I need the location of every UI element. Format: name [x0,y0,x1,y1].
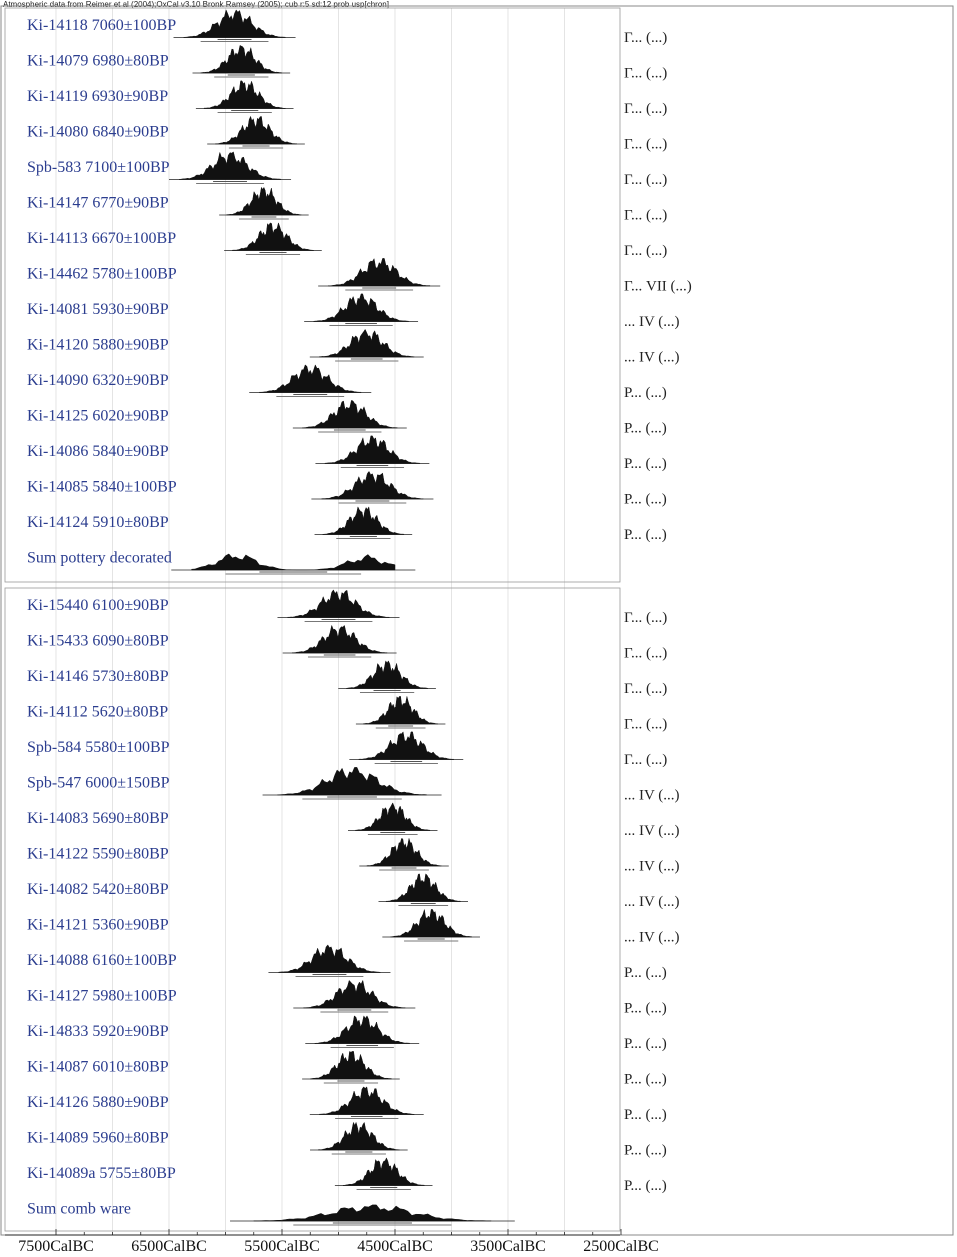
culture-label: Р... (...) [624,1178,667,1194]
sample-label: Ki-14121 5360±90BP [27,916,169,934]
culture-label: Р... (...) [624,385,667,401]
density-curve [355,803,430,831]
culture-label: Г... (...) [624,101,668,117]
chart-header: Atmospheric data from Reimer et al (2004);OxCal v3.10 Bronk Ramsey (2005); cub r:5 sd:12 prob usp[chron] [3,0,389,9]
sample-label: Ki-15440 6100±90BP [27,597,169,614]
culture-label: Г... (...) [624,716,668,733]
culture-label: Р... (...) [624,420,667,437]
density-curve [215,116,296,144]
x-tick-label: 4500CalBC [357,1238,433,1255]
culture-label: Р... (...) [624,1036,667,1052]
sample-label: Ki-14147 6770±90BP [27,194,169,212]
density-curve [254,1205,491,1221]
density-curve [315,1016,410,1044]
culture-labels [624,30,692,1194]
x-tick-label: 5500CalBC [244,1238,320,1255]
density-curve [278,767,427,795]
culture-label: Г... (...) [624,645,668,662]
culture-label: Г... (...) [624,752,668,768]
sample-label: Ki-14086 5840±90BP [27,443,169,460]
culture-label: Р... (...) [624,1000,667,1017]
culture-label: Р... (...) [624,1071,667,1088]
culture-label: ... IV (...) [624,349,680,366]
x-tick-label: 2500CalBC [583,1238,659,1255]
density-curve [343,1158,424,1186]
culture-label: Г... (...) [624,65,668,82]
culture-label: ... IV (...) [624,929,680,946]
culture-label: Г... (...) [624,207,668,224]
density-curve [184,10,286,38]
density-curve [318,1122,399,1150]
culture-label: Р... (...) [624,491,667,508]
culture-label: Р... (...) [624,965,667,981]
density-curve [310,1051,391,1079]
sample-label: Ki-14126 5880±90BP [27,1094,169,1111]
density-curve [359,732,454,760]
density-curve [325,436,420,464]
sample-label: Ki-14113 6670±100BP [27,230,177,247]
sample-label: Ki-14120 5880±90BP [27,336,169,354]
sample-label: Ki-14122 5590±80BP [27,845,169,863]
density-curve [302,400,397,428]
sample-label: Ki-14089a 5755±80BP [27,1165,176,1182]
sample-label: Sum pottery decorated [27,549,172,567]
culture-label: Г... (...) [624,681,668,697]
density-curve [304,980,406,1008]
density-curve [201,45,282,73]
sample-label: Ki-14124 5910±80BP [27,514,169,531]
sample-label: Sum comb ware [27,1200,131,1218]
density-curve [386,874,461,902]
culture-label: Р... (...) [624,456,667,472]
density-curve [328,258,430,286]
x-axis [5,1229,659,1257]
culture-label: Г... VII (...) [624,278,692,295]
density-curve [227,187,302,215]
culture-label: Г... (...) [624,610,668,626]
x-tick-label: 3500CalBC [470,1238,546,1255]
culture-label: Р... (...) [624,1107,667,1123]
culture-label: ... IV (...) [624,787,680,804]
culture-label: Г... (...) [624,136,668,153]
culture-label: Р... (...) [624,1142,667,1159]
sample-label: Ki-14079 6980±80BP [27,52,169,70]
culture-label: ... IV (...) [624,823,680,839]
density-curve [363,696,438,724]
sample-label: Spb-584 5580±100BP [27,739,170,756]
density-curve [179,152,281,180]
sample-label: Ki-15433 6090±80BP [27,632,169,650]
culture-label: ... IV (...) [624,858,680,875]
density-curve [192,554,395,570]
sample-label: Ki-14462 5780±100BP [27,265,177,283]
culture-label: Р... (...) [624,527,667,543]
density-curve [319,329,414,357]
density-curve [346,661,427,689]
density-curve [314,294,409,322]
density-strips [169,10,515,1225]
sample-label: Spb-547 6000±150BP [27,774,170,792]
x-tick-label: 6500CalBC [131,1238,207,1255]
density-curve [319,1087,414,1115]
density-curve [259,365,361,393]
outer-frame [1,6,953,1235]
sample-label: Ki-14087 6010±80BP [27,1058,169,1076]
sample-label: Ki-14112 5620±80BP [27,703,169,721]
density-curve [279,945,381,973]
culture-label: Г... (...) [624,30,668,46]
plot-frames [1,6,953,1235]
x-tick-label: 7500CalBC [18,1238,94,1255]
culture-label: ... IV (...) [624,314,680,330]
culture-label: ... IV (...) [624,894,680,910]
density-curve [204,81,285,109]
density-curve [367,838,442,866]
sample-label: Ki-14833 5920±90BP [27,1023,169,1040]
culture-label: Г... (...) [624,172,668,188]
sample-label: Ki-14119 6930±90BP [27,88,169,105]
density-curve [232,223,313,251]
sample-label: Ki-14080 6840±90BP [27,123,169,141]
sample-labels [27,17,177,1218]
sample-label: Ki-14081 5930±90BP [27,301,169,318]
culture-label: Г... (...) [624,243,668,259]
sample-label: Ki-14085 5840±100BP [27,478,177,496]
sample-label: Ki-14083 5690±80BP [27,810,169,827]
sample-label: Ki-14090 6320±90BP [27,372,169,389]
sample-label: Ki-14125 6020±90BP [27,407,169,425]
sample-label: Ki-14146 5730±80BP [27,668,169,685]
sample-label: Ki-14089 5960±80BP [27,1129,169,1147]
density-curve [391,909,472,937]
sample-label: Spb-583 7100±100BP [27,159,170,176]
density-curve [292,625,387,653]
sample-label: Ki-14127 5980±100BP [27,987,177,1005]
density-curve [322,471,424,499]
sample-label: Ki-14082 5420±80BP [27,881,169,898]
sample-label: Ki-14088 6160±100BP [27,952,177,969]
density-curve [323,507,404,535]
sample-label: Ki-14118 7060±100BP [27,17,177,34]
